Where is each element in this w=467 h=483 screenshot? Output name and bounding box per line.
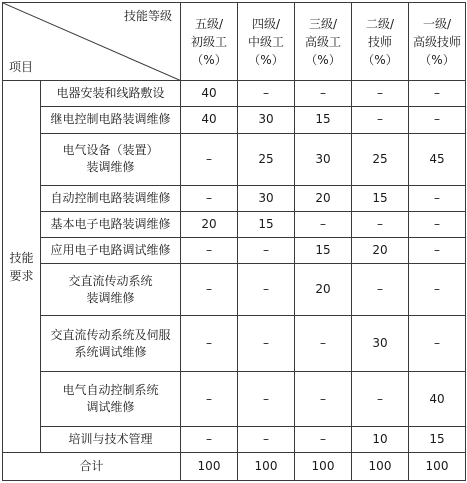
- value-cell: –: [181, 426, 238, 452]
- level-header-4: 四级/ 中级工 （%）: [238, 3, 295, 81]
- value-cell: –: [238, 81, 295, 107]
- value-cell: –: [181, 133, 238, 185]
- value-cell: 15: [295, 237, 352, 263]
- value-cell: –: [409, 211, 466, 237]
- table-row: [3, 426, 466, 452]
- skill-weight-table: [2, 2, 466, 481]
- value-cell: 30: [295, 133, 352, 185]
- row-item-label: 交直流传动系统 装调维修: [41, 263, 181, 315]
- value-cell: –: [409, 185, 466, 211]
- table-row: [3, 316, 466, 372]
- row-item-label: 基本电子电路装调维修: [41, 211, 181, 237]
- value-cell: –: [181, 237, 238, 263]
- row-item-label: 电气设备（装置） 装调维修: [41, 133, 181, 185]
- value-cell: 25: [238, 133, 295, 185]
- value-cell: 15: [238, 211, 295, 237]
- value-cell: –: [295, 426, 352, 452]
- table-row: [3, 107, 466, 133]
- value-cell: 40: [181, 107, 238, 133]
- value-cell: –: [295, 372, 352, 426]
- value-cell: –: [295, 81, 352, 107]
- value-cell: 20: [181, 211, 238, 237]
- row-item-label: 交直流传动系统及伺服 系统调试维修: [41, 316, 181, 372]
- value-cell: –: [295, 211, 352, 237]
- value-cell: –: [352, 372, 409, 426]
- row-item-label: 自动控制电路装调维修: [41, 185, 181, 211]
- level-header-5: 五级/ 初级工 （%）: [181, 3, 238, 81]
- value-cell: 15: [352, 185, 409, 211]
- value-cell: –: [238, 372, 295, 426]
- value-cell: –: [181, 316, 238, 372]
- total-value-cell: 100: [352, 452, 409, 480]
- value-cell: 20: [295, 263, 352, 315]
- total-value-cell: 100: [181, 452, 238, 480]
- value-cell: –: [409, 107, 466, 133]
- value-cell: –: [352, 107, 409, 133]
- table-row: [3, 185, 466, 211]
- value-cell: 20: [352, 237, 409, 263]
- value-cell: –: [238, 426, 295, 452]
- table-row: [3, 237, 466, 263]
- total-row: [3, 452, 466, 480]
- table-row: [3, 81, 466, 107]
- value-cell: 40: [409, 372, 466, 426]
- table-row: [3, 133, 466, 185]
- value-cell: –: [409, 316, 466, 372]
- value-cell: 20: [295, 185, 352, 211]
- row-item-label: 继电控制电路装调维修: [41, 107, 181, 133]
- row-item-label: 电气自动控制系统 调试维修: [41, 372, 181, 426]
- value-cell: –: [181, 372, 238, 426]
- value-cell: 25: [352, 133, 409, 185]
- value-cell: –: [352, 81, 409, 107]
- value-cell: 10: [352, 426, 409, 452]
- level-header-1: 一级/ 高级技师 （%）: [409, 3, 466, 81]
- total-value-cell: 100: [238, 452, 295, 480]
- value-cell: –: [352, 211, 409, 237]
- header-row: [3, 3, 466, 81]
- value-cell: –: [409, 263, 466, 315]
- value-cell: –: [238, 263, 295, 315]
- value-cell: 15: [295, 107, 352, 133]
- value-cell: 30: [352, 316, 409, 372]
- level-header-3: 三级/ 高级工 （%）: [295, 3, 352, 81]
- value-cell: 15: [409, 426, 466, 452]
- corner-label-item: 项目: [9, 60, 34, 75]
- corner-header-cell: [3, 3, 181, 81]
- row-item-label: 应用电子电路调试维修: [41, 237, 181, 263]
- level-header-2: 二级/ 技师 （%）: [352, 3, 409, 81]
- total-value-cell: 100: [409, 452, 466, 480]
- value-cell: 45: [409, 133, 466, 185]
- value-cell: –: [181, 263, 238, 315]
- total-value-cell: 100: [295, 452, 352, 480]
- total-label: 合计: [3, 452, 181, 480]
- row-item-label: 培训与技术管理: [41, 426, 181, 452]
- value-cell: –: [409, 81, 466, 107]
- value-cell: 40: [181, 81, 238, 107]
- category-skill-requirements: 技能 要求: [3, 81, 41, 452]
- row-item-label: 电器安装和线路敷设: [41, 81, 181, 107]
- value-cell: –: [352, 263, 409, 315]
- table-row: [3, 211, 466, 237]
- value-cell: –: [238, 316, 295, 372]
- corner-label-skill-level: 技能等级: [123, 9, 172, 23]
- value-cell: –: [295, 316, 352, 372]
- value-cell: –: [181, 185, 238, 211]
- value-cell: –: [409, 237, 466, 263]
- value-cell: 30: [238, 185, 295, 211]
- value-cell: 30: [238, 107, 295, 133]
- value-cell: –: [238, 237, 295, 263]
- table-row: [3, 263, 466, 315]
- table-row: [3, 372, 466, 426]
